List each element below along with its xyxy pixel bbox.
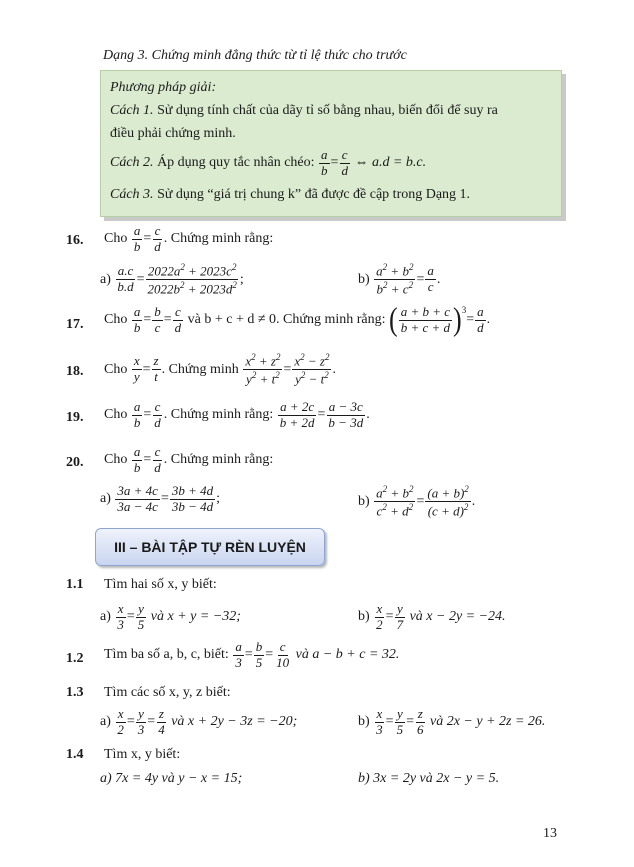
problem-18: Cho $\frac{x}{y}$ = $\frac{z}{t}$ . Chứng minh $\frac{x^2 + z^2}{y^2 + t^2}$ = $\frac{x^2 - z^2}{y^2 - t^2}$ . bbox=[104, 352, 336, 387]
problem-20: Cho $\frac{a}{b}$ = $\frac{c}{d}$ . Chứng minh rằng: bbox=[104, 444, 274, 475]
method-c3 bbox=[110, 187, 470, 203]
e13b-tail: và 2x − y + 2z = 26. bbox=[429, 714, 546, 730]
method-title: Phương pháp giải: bbox=[110, 80, 217, 95]
e12-tail: và a − b + c = 32. bbox=[295, 647, 400, 663]
page-number: 13 bbox=[543, 826, 557, 841]
c1-text: Sử dụng tính chất của dãy tỉ số bằng nhau, biến đổi để suy ra bbox=[157, 103, 498, 118]
problem-19-number: 19. bbox=[66, 410, 84, 425]
problem-17: Cho $\frac{a}{b}$ = $\frac{b}{c}$ = $\frac{c}{d}$ và b + c + d ≠ 0. Chứng minh rằng: ( $\frac{a + b + c}{b + c + d}$ ) $^3$ = $\frac{a}{d}$ . bbox=[104, 301, 491, 338]
p18-prove: . Chứng minh bbox=[161, 361, 239, 377]
fraction-a-b: $\frac{a}{b}$ bbox=[321, 147, 328, 178]
method-c2: Cách 2. Áp dụng quy tắc nhân chéo: $\frac{a}{b}$ = $\frac{c}{d}$ ⇔ a.d = b.c. bbox=[110, 147, 427, 178]
exercise-1-2: Tìm ba số a, b, c, biết: $\frac{a}{3}$ = $\frac{b}{5}$ = $\frac{c}{10}$ và a − b + c = 32. bbox=[104, 639, 400, 670]
exercise-1-1-number: 1.1 bbox=[66, 577, 84, 592]
p18-intro: Cho bbox=[104, 361, 128, 377]
method-c1 bbox=[110, 103, 555, 119]
problem-20-number: 20. bbox=[66, 455, 84, 470]
p20-prove: . Chứng minh rằng: bbox=[163, 452, 274, 468]
exercise-1-1b: b) $\frac{x}{2}$ = $\frac{y}{7}$ và x − 2y = −24. bbox=[358, 601, 506, 632]
problem-19: Cho $\frac{a}{b}$ = $\frac{c}{d}$ . Chứng minh rằng: $\frac{a + 2c}{b + 2d}$ = $\frac{a - 3c}{b - 3d}$ . bbox=[104, 399, 370, 430]
problem-18-number: 18. bbox=[66, 364, 84, 379]
problem-16b: b) $\frac{a^2 + b^2}{b^2 + c^2}$ = $\frac{a}{c}$ . bbox=[358, 262, 441, 297]
c1-label: Cách 1. bbox=[110, 103, 154, 118]
c3-text: Sử dụng “giá trị chung k” đã được đề cập trong Dạng 1. bbox=[157, 187, 471, 202]
problem-16: Cho $\frac{a}{b}$ = $\frac{c}{d}$ . Chứng minh rằng: bbox=[104, 223, 274, 254]
p19-intro: Cho bbox=[104, 407, 128, 423]
exercise-1-3-number: 1.3 bbox=[66, 685, 84, 700]
e13a-tail: và x + 2y − 3z = −20; bbox=[171, 714, 298, 730]
cross-product: a.d = b.c. bbox=[371, 155, 427, 171]
exercise-1-1a: a) $\frac{x}{3}$ = $\frac{y}{5}$ và x + y = −32; bbox=[100, 601, 241, 632]
exercise-1-3a: a) $\frac{x}{2}$ = $\frac{y}{3}$ = $\frac{z}{4}$ và x + 2y − 3z = −20; bbox=[100, 706, 298, 737]
method-c1-line2: điều phải chứng minh. bbox=[110, 126, 236, 141]
p17-cond: và b + c + d ≠ 0. Chứng minh rằng: bbox=[187, 312, 386, 328]
p20-intro: Cho bbox=[104, 452, 128, 468]
exercise-1-4b: b) 3x = 2y và 2x − y = 5. bbox=[358, 771, 500, 786]
p16-prove: . Chứng minh rằng: bbox=[163, 231, 274, 247]
p16-intro: Cho bbox=[104, 231, 128, 247]
fraction-c-d: $\frac{c}{d}$ bbox=[341, 147, 348, 178]
section-heading: Dạng 3. Chứng minh đẳng thức từ tỉ lệ thức cho trước bbox=[103, 48, 407, 63]
exercise-1-2-number: 1.2 bbox=[66, 651, 84, 666]
c2-label: Cách 2. bbox=[110, 155, 154, 171]
problem-17-number: 17. bbox=[66, 317, 84, 332]
problem-16a: a) $\frac{a.c}{b.d}$ = $\frac{2022a^2 + 2023c^2}{2022b^2 + 2023d^2}$ ; bbox=[100, 262, 244, 297]
c3-label: Cách 3. bbox=[110, 187, 154, 202]
problem-16-number: 16. bbox=[66, 233, 84, 248]
exercise-1-3b: b) $\frac{x}{3}$ = $\frac{y}{5}$ = $\frac{z}{6}$ và 2x − y + 2z = 26. bbox=[358, 706, 546, 737]
p19-prove: . Chứng minh rằng: bbox=[163, 407, 274, 423]
c2-text: Áp dụng quy tắc nhân chéo: bbox=[157, 155, 315, 171]
problem-20b: b) $\frac{a^2 + b^2}{c^2 + d^2}$ = $\frac{(a + b)^2}{(c + d)^2}$ . bbox=[358, 484, 476, 519]
e12-text: Tìm ba số a, b, c, biết: bbox=[104, 647, 229, 663]
exercise-1-4-number: 1.4 bbox=[66, 747, 84, 762]
e11b-tail: và x − 2y = −24. bbox=[409, 609, 506, 625]
p17-intro: Cho bbox=[104, 312, 128, 328]
exercise-1-4a: a) 7x = 4y và y − x = 15; bbox=[100, 771, 243, 786]
exercise-1-1-text: Tìm hai số x, y biết: bbox=[104, 577, 217, 592]
problem-20a: a) $\frac{3a + 4c}{3a - 4c}$ = $\frac{3b + 4d}{3b - 4d}$ ; bbox=[100, 483, 221, 514]
section-title-button: III – BÀI TẬP TỰ RÈN LUYỆN bbox=[95, 528, 325, 566]
e11a-tail: và x + y = −32; bbox=[150, 609, 241, 625]
exercise-1-3-text: Tìm các số x, y, z biết: bbox=[104, 685, 231, 700]
exercise-1-4-text: Tìm x, y biết: bbox=[104, 747, 181, 762]
